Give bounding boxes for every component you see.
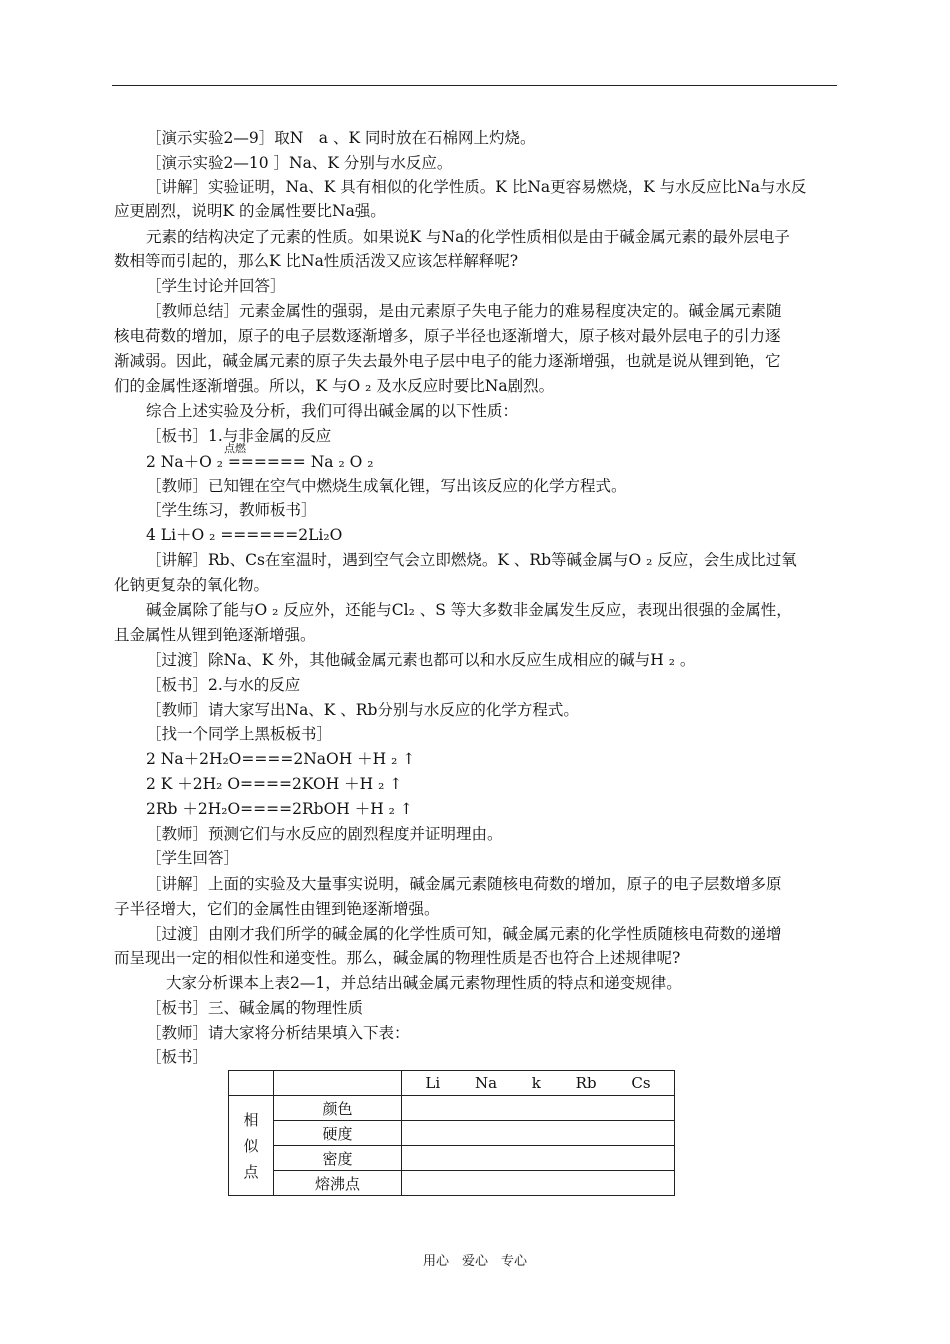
text-line: ［演示实验2—9］取N a 、K 同时放在石棉网上灼烧。 [146, 129, 536, 147]
text-line: ［演示实验2—10 ］Na、K 分别与水反应。 [146, 154, 453, 172]
text-line: ［讲解］Rb、Cs在室温时，遇到空气会立即燃烧。K 、Rb等碱金属与O ₂ 反应，会生成比过氧 [146, 551, 797, 569]
text-line: 元素的结构决定了元素的性质。如果说K 与Na的化学性质相似是由于碱金属元素的最外层电子 [146, 228, 790, 246]
row-label: 颜色 [274, 1096, 402, 1121]
column-header: Li [425, 1074, 441, 1092]
group-label-char: 似 [243, 1136, 259, 1155]
text-line: 核电荷数的增加，原子的电子层数逐渐增多，原子半径也逐渐增大，原子核对最外层电子的引力逐 [114, 327, 781, 345]
text-line: ［学生练习，教师板书］ [146, 501, 317, 519]
row-label: 熔沸点 [274, 1171, 402, 1196]
equation: 4 Li＋O ₂ ======2Li₂O [146, 526, 343, 544]
text-line: ［教师］请大家将分析结果填入下表： [146, 1024, 410, 1042]
text-line: ［找一个同学上黑板板书］ [146, 725, 333, 743]
text-line: ［教师］请大家写出Na、K 、Rb分别与水反应的化学方程式。 [146, 701, 579, 719]
group-label-cell [229, 1096, 274, 1196]
text-line: ［板书］ [146, 1048, 209, 1066]
page-footer: 用心 爱心 专心 [422, 1254, 527, 1269]
table-header-row [229, 1071, 675, 1096]
text-line: 数相等而引起的，那么K 比Na性质活泼又应该怎样解释呢? [114, 252, 519, 270]
text-line: ［板书］2.与水的反应 [146, 676, 301, 694]
text-line: ［教师总结］元素金属性的强弱，是由元素原子失电子能力的难易程度决定的。碱金属元素随 [146, 302, 782, 320]
table-row [229, 1121, 675, 1146]
table-cell [402, 1171, 675, 1196]
text-line: 化钠更复杂的氧化物。 [114, 576, 270, 594]
equation: 2 Na＋2H₂O====2NaOH ＋H ₂ ↑ [146, 750, 416, 768]
text-line: ［讲解］上面的实验及大量事实说明，碱金属元素随核电荷数的增加，原子的电子层数增多原 [146, 875, 782, 893]
table-row [229, 1096, 675, 1121]
reaction-condition: 点燃 [224, 442, 246, 455]
text-line: 渐减弱。因此，碱金属元素的原子失去最外电子层中电子的能力逐渐增强，也就是说从锂到铯，它 [114, 352, 781, 370]
text-line: 们的金属性逐渐增强。所以，K 与O ₂ 及水反应时要比Na剧烈。 [114, 377, 555, 395]
properties-table [228, 1070, 675, 1196]
text-line: ［板书］三、碱金属的物理性质 [146, 999, 364, 1017]
row-label: 硬度 [274, 1121, 402, 1146]
table-row [229, 1146, 675, 1171]
text-line: 碱金属除了能与O ₂ 反应外，还能与Cl₂ 、S 等大多数非金属发生反应，表现出很强的金属性， [146, 601, 792, 619]
column-header: Na [474, 1074, 498, 1092]
element-header-cell [402, 1071, 675, 1096]
equation: 2 Na＋O ₂ ====== Na ₂ O ₂ [146, 453, 374, 471]
text-line: ［板书］1.与非金属的反应 [146, 427, 332, 445]
column-header: Cs [631, 1074, 651, 1092]
text-line: 子半径增大，它们的金属性由锂到铯逐渐增强。 [114, 900, 440, 918]
text-line: ［学生回答］ [146, 849, 240, 867]
text-line: 大家分析课本上表2—1，并总结出碱金属元素物理性质的特点和递变规律。 [166, 974, 682, 992]
text-line: ［过渡］由刚才我们所学的碱金属的化学性质可知，碱金属元素的化学性质随核电荷数的递增 [146, 925, 782, 943]
text-line: 应更剧烈，说明K 的金属性要比Na强。 [114, 202, 386, 220]
text-line: ［学生讨论并回答］ [146, 277, 286, 295]
text-line: 而呈现出一定的相似性和递变性。那么，碱金属的物理性质是否也符合上述规律呢? [114, 949, 681, 967]
table-cell [402, 1146, 675, 1171]
table-cell [402, 1096, 675, 1121]
group-label-char: 相 [243, 1110, 259, 1129]
text-line: ［教师］已知锂在空气中燃烧生成氧化锂，写出该反应的化学方程式。 [146, 477, 627, 495]
text-line: ［讲解］实验证明，Na、K 具有相似的化学性质。K 比Na更容易燃烧，K 与水反应比Na与水反 [146, 178, 807, 196]
text-line: 综合上述实验及分析，我们可得出碱金属的以下性质： [146, 402, 519, 420]
text-line: ［过渡］除Na、K 外，其他碱金属元素也都可以和水反应生成相应的碱与H ₂ 。 [146, 651, 696, 669]
text-line: 且金属性从锂到铯逐渐增强。 [114, 626, 316, 644]
table-cell [402, 1121, 675, 1146]
header-rule [112, 85, 837, 86]
column-header: k [531, 1074, 541, 1092]
row-label: 密度 [274, 1146, 402, 1171]
column-header: Rb [575, 1074, 597, 1092]
group-label-char: 点 [243, 1162, 259, 1181]
equation: 2Rb ＋2H₂O====2RbOH ＋H ₂ ↑ [146, 800, 413, 818]
table-row [229, 1171, 675, 1196]
equation: 2 K ＋2H₂ O====2KOH ＋H ₂ ↑ [146, 775, 403, 793]
text-line: ［教师］预测它们与水反应的剧烈程度并证明理由。 [146, 825, 503, 843]
